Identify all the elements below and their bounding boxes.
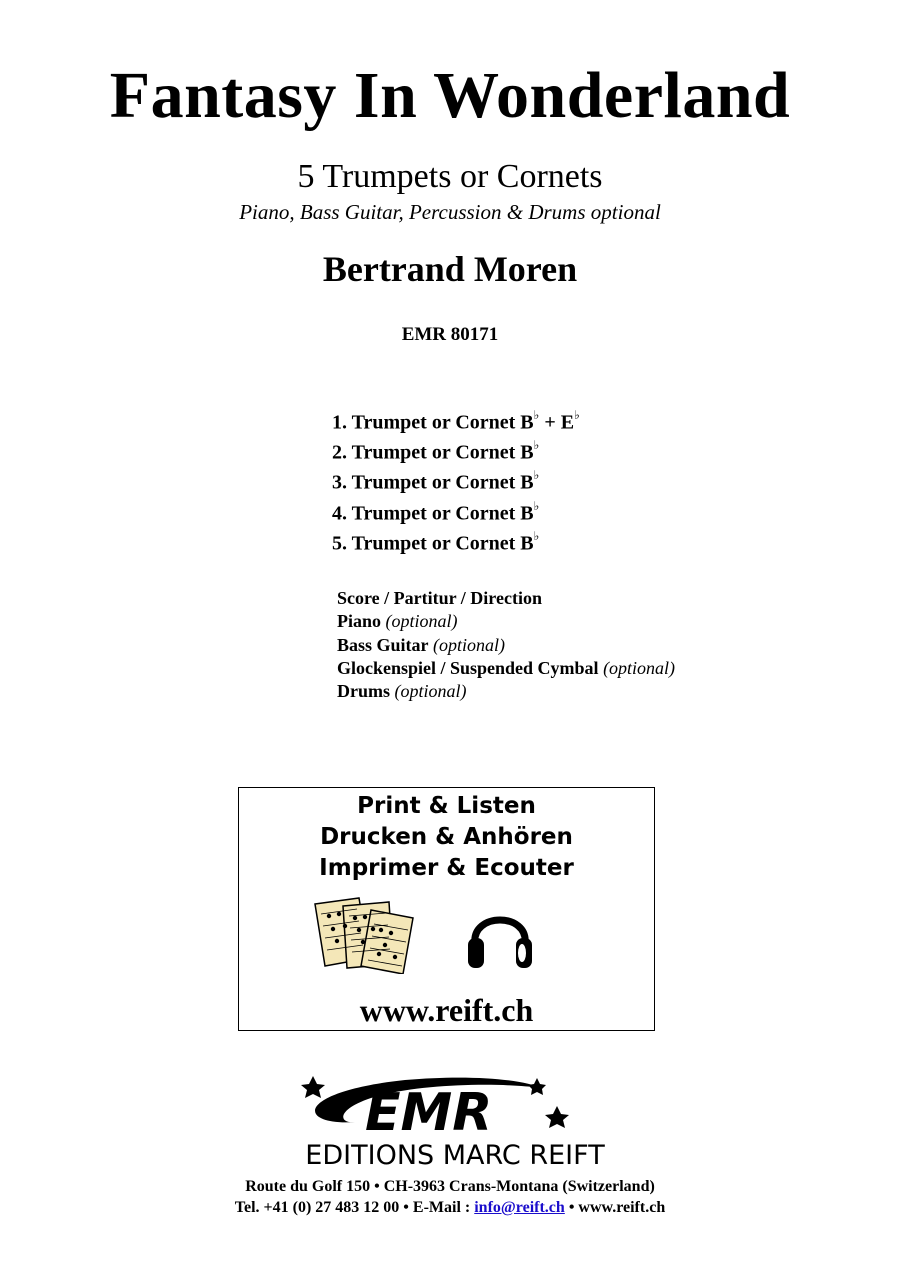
extra-name: Drums bbox=[337, 681, 390, 701]
extra-item bbox=[337, 658, 675, 679]
optional-instruments: Piano, Bass Guitar, Percussion & Drums optional bbox=[239, 200, 661, 224]
flat-sign: ♭ bbox=[533, 529, 540, 543]
part-label: 5. Trumpet or Cornet B bbox=[332, 532, 534, 555]
publisher-address: Route du Golf 150 • CH-3963 Crans-Montana (Switzerland) bbox=[245, 1178, 655, 1195]
part-label: 1. Trumpet or Cornet B bbox=[332, 411, 534, 434]
headphones-icon bbox=[465, 898, 535, 974]
promo-line-english: Print & Listen bbox=[357, 793, 536, 819]
part-item bbox=[332, 410, 580, 435]
print-listen-box bbox=[238, 787, 655, 1031]
extra-note: (optional) bbox=[603, 658, 676, 678]
extra-item bbox=[337, 588, 542, 609]
promo-line-german: Drucken & Anhören bbox=[320, 824, 573, 850]
part-item bbox=[332, 501, 539, 526]
extra-name: Piano bbox=[337, 611, 382, 631]
publisher-name: EDITIONS MARC REIFT bbox=[305, 1140, 605, 1170]
part-label: 2. Trumpet or Cornet B bbox=[332, 441, 534, 464]
promo-line-french: Imprimer & Ecouter bbox=[319, 855, 574, 881]
extra-note: (optional) bbox=[385, 611, 458, 631]
extra-note: (optional) bbox=[394, 681, 467, 701]
part-label: 3. Trumpet or Cornet B bbox=[332, 471, 534, 494]
title: Fantasy In Wonderland bbox=[109, 59, 791, 132]
part-item bbox=[332, 440, 539, 465]
extra-item bbox=[337, 681, 467, 702]
flat-sign: ♭ bbox=[574, 408, 580, 422]
flat-sign: ♭ bbox=[533, 499, 540, 513]
part-suffix: + E bbox=[544, 411, 575, 434]
contact-web[interactable]: • www.reift.ch bbox=[568, 1199, 666, 1216]
catalog-number: EMR 80171 bbox=[401, 324, 499, 345]
part-label: 4. Trumpet or Cornet B bbox=[332, 502, 534, 525]
extra-name: Score / Partitur / Direction bbox=[337, 588, 542, 608]
subtitle: 5 Trumpets or Cornets bbox=[297, 158, 603, 195]
sheet-music-icon bbox=[311, 896, 423, 974]
flat-sign: ♭ bbox=[533, 438, 540, 452]
logo-text: EMR bbox=[365, 1083, 493, 1143]
part-item bbox=[332, 470, 539, 495]
part-item bbox=[332, 531, 539, 556]
flat-sign: ♭ bbox=[533, 468, 540, 482]
extra-name: Glockenspiel / Suspended Cymbal bbox=[337, 658, 599, 678]
publisher-contact bbox=[0, 1199, 900, 1217]
emr-logo bbox=[235, 1070, 675, 1170]
extra-name: Bass Guitar bbox=[337, 635, 429, 655]
website-url[interactable]: www.reift.ch bbox=[359, 992, 534, 1028]
flat-sign: ♭ bbox=[533, 408, 540, 422]
email-link[interactable]: info@reift.ch bbox=[474, 1199, 565, 1216]
extra-note: (optional) bbox=[433, 635, 506, 655]
extra-item bbox=[337, 635, 505, 656]
contact-phone: Tel. +41 (0) 27 483 12 00 • E-Mail : bbox=[234, 1199, 471, 1216]
extra-item bbox=[337, 611, 458, 632]
composer: Bertrand Moren bbox=[322, 249, 578, 289]
